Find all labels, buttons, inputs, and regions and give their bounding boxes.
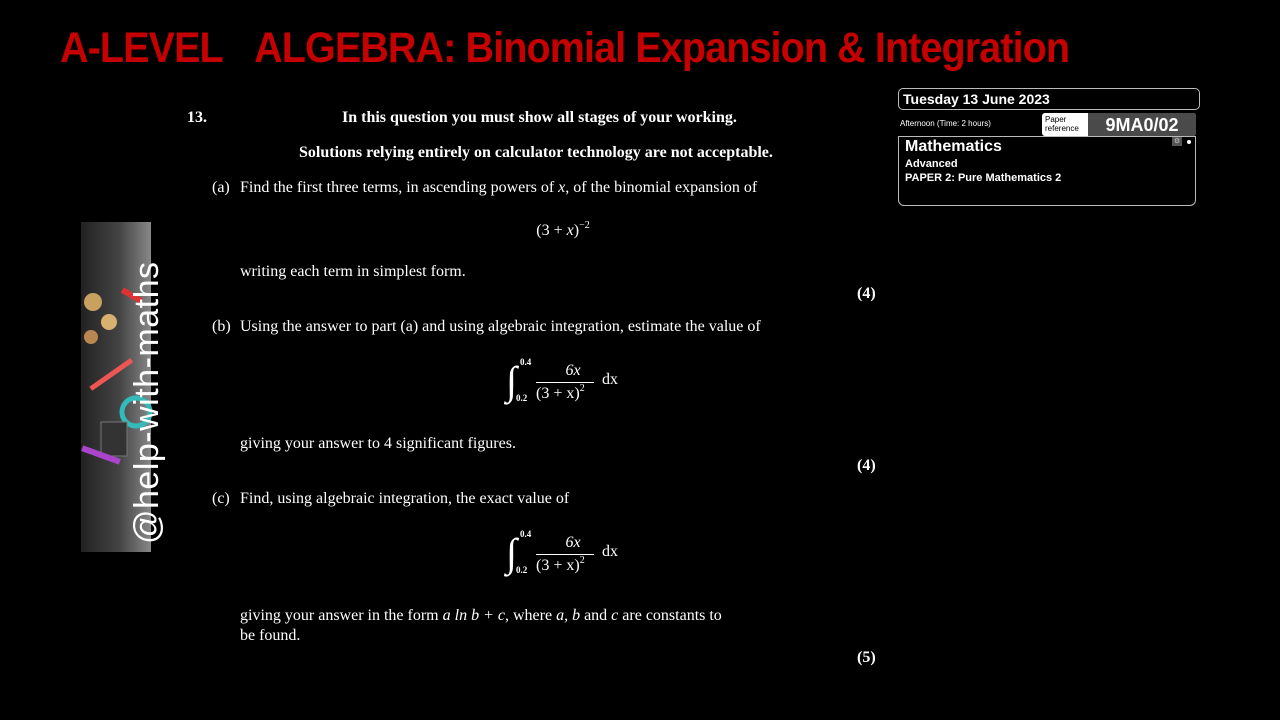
part-b-integral: ∫ 0.4 0.2 6x $(3 + x)^2$ dx [506, 357, 618, 403]
part-a-text: Find the first three terms, in ascending powers of x, of the binomial expansion of [240, 179, 758, 196]
instruction-calculator: Solutions relying entirely on calculator technology are not acceptable. [299, 144, 773, 161]
watermark-handle: @help-with-maths [128, 261, 166, 544]
binomial-expression: $(3 + x)^{-2}$ [536, 220, 590, 239]
part-c-integral: ∫ 0.4 0.2 6x $(3 + x)^2$ dx [506, 529, 618, 575]
paper-reference-code: 9MA0/02 [1088, 113, 1196, 136]
settings-icon: ⚙ [1173, 137, 1181, 145]
exam-level: Advanced [905, 158, 958, 170]
video-title [60, 24, 1069, 73]
instruction-working: In this question you must show all stages of your working. [342, 109, 737, 126]
exam-session: Afternoon (Time: 2 hours) [900, 119, 991, 128]
part-b-label: (b) [212, 318, 231, 335]
title-topic: ALGEBRA: Binomial Expansion & Integration [254, 24, 1070, 72]
part-c-text2: giving your answer in the form a ln b + c, where a, b and c are constants to [240, 607, 722, 624]
part-b-text: Using the answer to part (a) and using algebraic integration, estimate the value of [240, 318, 761, 335]
part-a-label: (a) [212, 179, 230, 196]
part-b-marks: (4) [857, 457, 876, 474]
integral-sign-icon: ∫ [506, 530, 517, 575]
part-a-text2: writing each term in simplest form. [240, 263, 466, 280]
exam-paper-name: PAPER 2: Pure Mathematics 2 [905, 172, 1062, 184]
part-c-text: Find, using algebraic integration, the exact value of [240, 490, 570, 507]
part-c-text3: be found. [240, 627, 301, 644]
part-a-marks: (4) [857, 285, 876, 302]
title-level: A-LEVEL [60, 24, 223, 72]
exam-date: Tuesday 13 June 2023 [898, 88, 1200, 110]
part-b-text2: giving your answer to 4 significant figures. [240, 435, 516, 452]
question-number: 13. [187, 109, 207, 126]
watermark-banner [81, 222, 166, 552]
integral-sign-icon: ∫ [506, 358, 517, 403]
exam-subject: Mathematics [905, 138, 1002, 155]
paper-reference-label: Paper reference [1045, 115, 1079, 133]
dot-icon [1187, 140, 1191, 144]
part-c-marks: (5) [857, 649, 876, 666]
part-c-label: (c) [212, 490, 230, 507]
